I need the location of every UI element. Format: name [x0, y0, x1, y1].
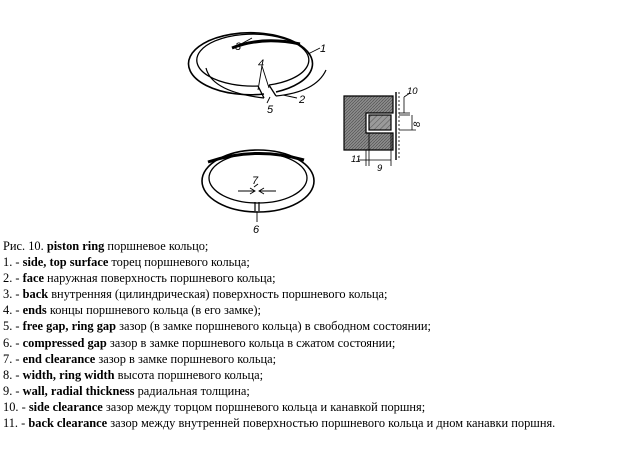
- item-text: зазор в замке поршневого кольца;: [95, 351, 277, 366]
- item-number: 7. -: [3, 351, 23, 366]
- item-number: 6. -: [3, 335, 23, 350]
- legend-item: [3, 367, 633, 383]
- item-text: внутренняя (цилиндрическая) поверхность поршневого кольца;: [48, 287, 388, 302]
- label-7: 7: [252, 175, 259, 187]
- item-text: зазор между торцом поршневого кольца и канавкой поршня;: [102, 399, 426, 414]
- item-text: зазор (в замке поршневого кольца) в свободном состоянии;: [116, 319, 431, 334]
- legend-item: [3, 318, 633, 334]
- item-text: высота поршневого кольца;: [114, 367, 264, 382]
- legend-item: [3, 335, 633, 351]
- label-3: 3: [235, 41, 242, 53]
- item-term: back clearance: [28, 416, 108, 431]
- item-term: wall, radial thickness: [22, 383, 135, 398]
- label-10: 10: [407, 86, 418, 97]
- item-number: 4. -: [3, 303, 23, 318]
- item-text: концы поршневого кольца (в его замке);: [46, 303, 261, 318]
- label-9: 9: [377, 163, 383, 174]
- item-number: 11. -: [3, 416, 29, 431]
- item-number: 1. -: [3, 255, 23, 270]
- item-text: зазор в замке поршневого кольца в сжатом состоянии;: [106, 335, 396, 350]
- label-1: 1: [320, 43, 327, 55]
- item-term: face: [22, 271, 44, 286]
- item-text: зазор между внутренней поверхностью поршневого кольца и дном канавки поршня.: [107, 416, 556, 431]
- item-number: 8. -: [3, 367, 23, 382]
- legend: [3, 238, 633, 431]
- item-number: 3. -: [3, 287, 23, 302]
- item-term: back: [22, 287, 49, 302]
- legend-item: [3, 302, 633, 318]
- item-term: width, ring width: [22, 367, 115, 382]
- item-term: ends: [22, 303, 47, 318]
- label-8: 8: [412, 121, 423, 127]
- label-5: 5: [267, 104, 274, 116]
- caption-term: piston ring: [46, 239, 105, 253]
- item-text: наружная поверхность поршневого кольца;: [43, 271, 276, 286]
- free-ring-leaders: [241, 38, 320, 103]
- figure-caption: [3, 238, 633, 254]
- legend-item: [3, 270, 633, 286]
- legend-item: [3, 415, 633, 431]
- item-text: радиальная толщина;: [134, 383, 250, 398]
- legend-item: [3, 351, 633, 367]
- label-6: 6: [253, 224, 260, 236]
- caption-prefix: Рис. 10.: [3, 239, 47, 253]
- label-2: 2: [299, 94, 306, 106]
- label-11: 11: [351, 154, 361, 165]
- item-number: 2. -: [3, 271, 23, 286]
- legend-item: [3, 254, 633, 270]
- item-number: 5. -: [3, 319, 23, 334]
- item-number: 9. -: [3, 383, 23, 398]
- legend-item: [3, 286, 633, 302]
- legend-item: [3, 383, 633, 399]
- item-term: compressed gap: [22, 335, 107, 350]
- label-4: 4: [258, 58, 265, 70]
- item-term: end clearance: [22, 351, 96, 366]
- legend-item: [3, 399, 633, 415]
- item-text: торец поршневого кольца;: [108, 255, 250, 270]
- item-term: side clearance: [28, 399, 103, 414]
- item-term: free gap, ring gap: [22, 319, 117, 334]
- item-term: side, top surface: [22, 255, 109, 270]
- item-number: 10. -: [3, 399, 29, 414]
- caption-text: поршневое кольцо;: [104, 239, 209, 253]
